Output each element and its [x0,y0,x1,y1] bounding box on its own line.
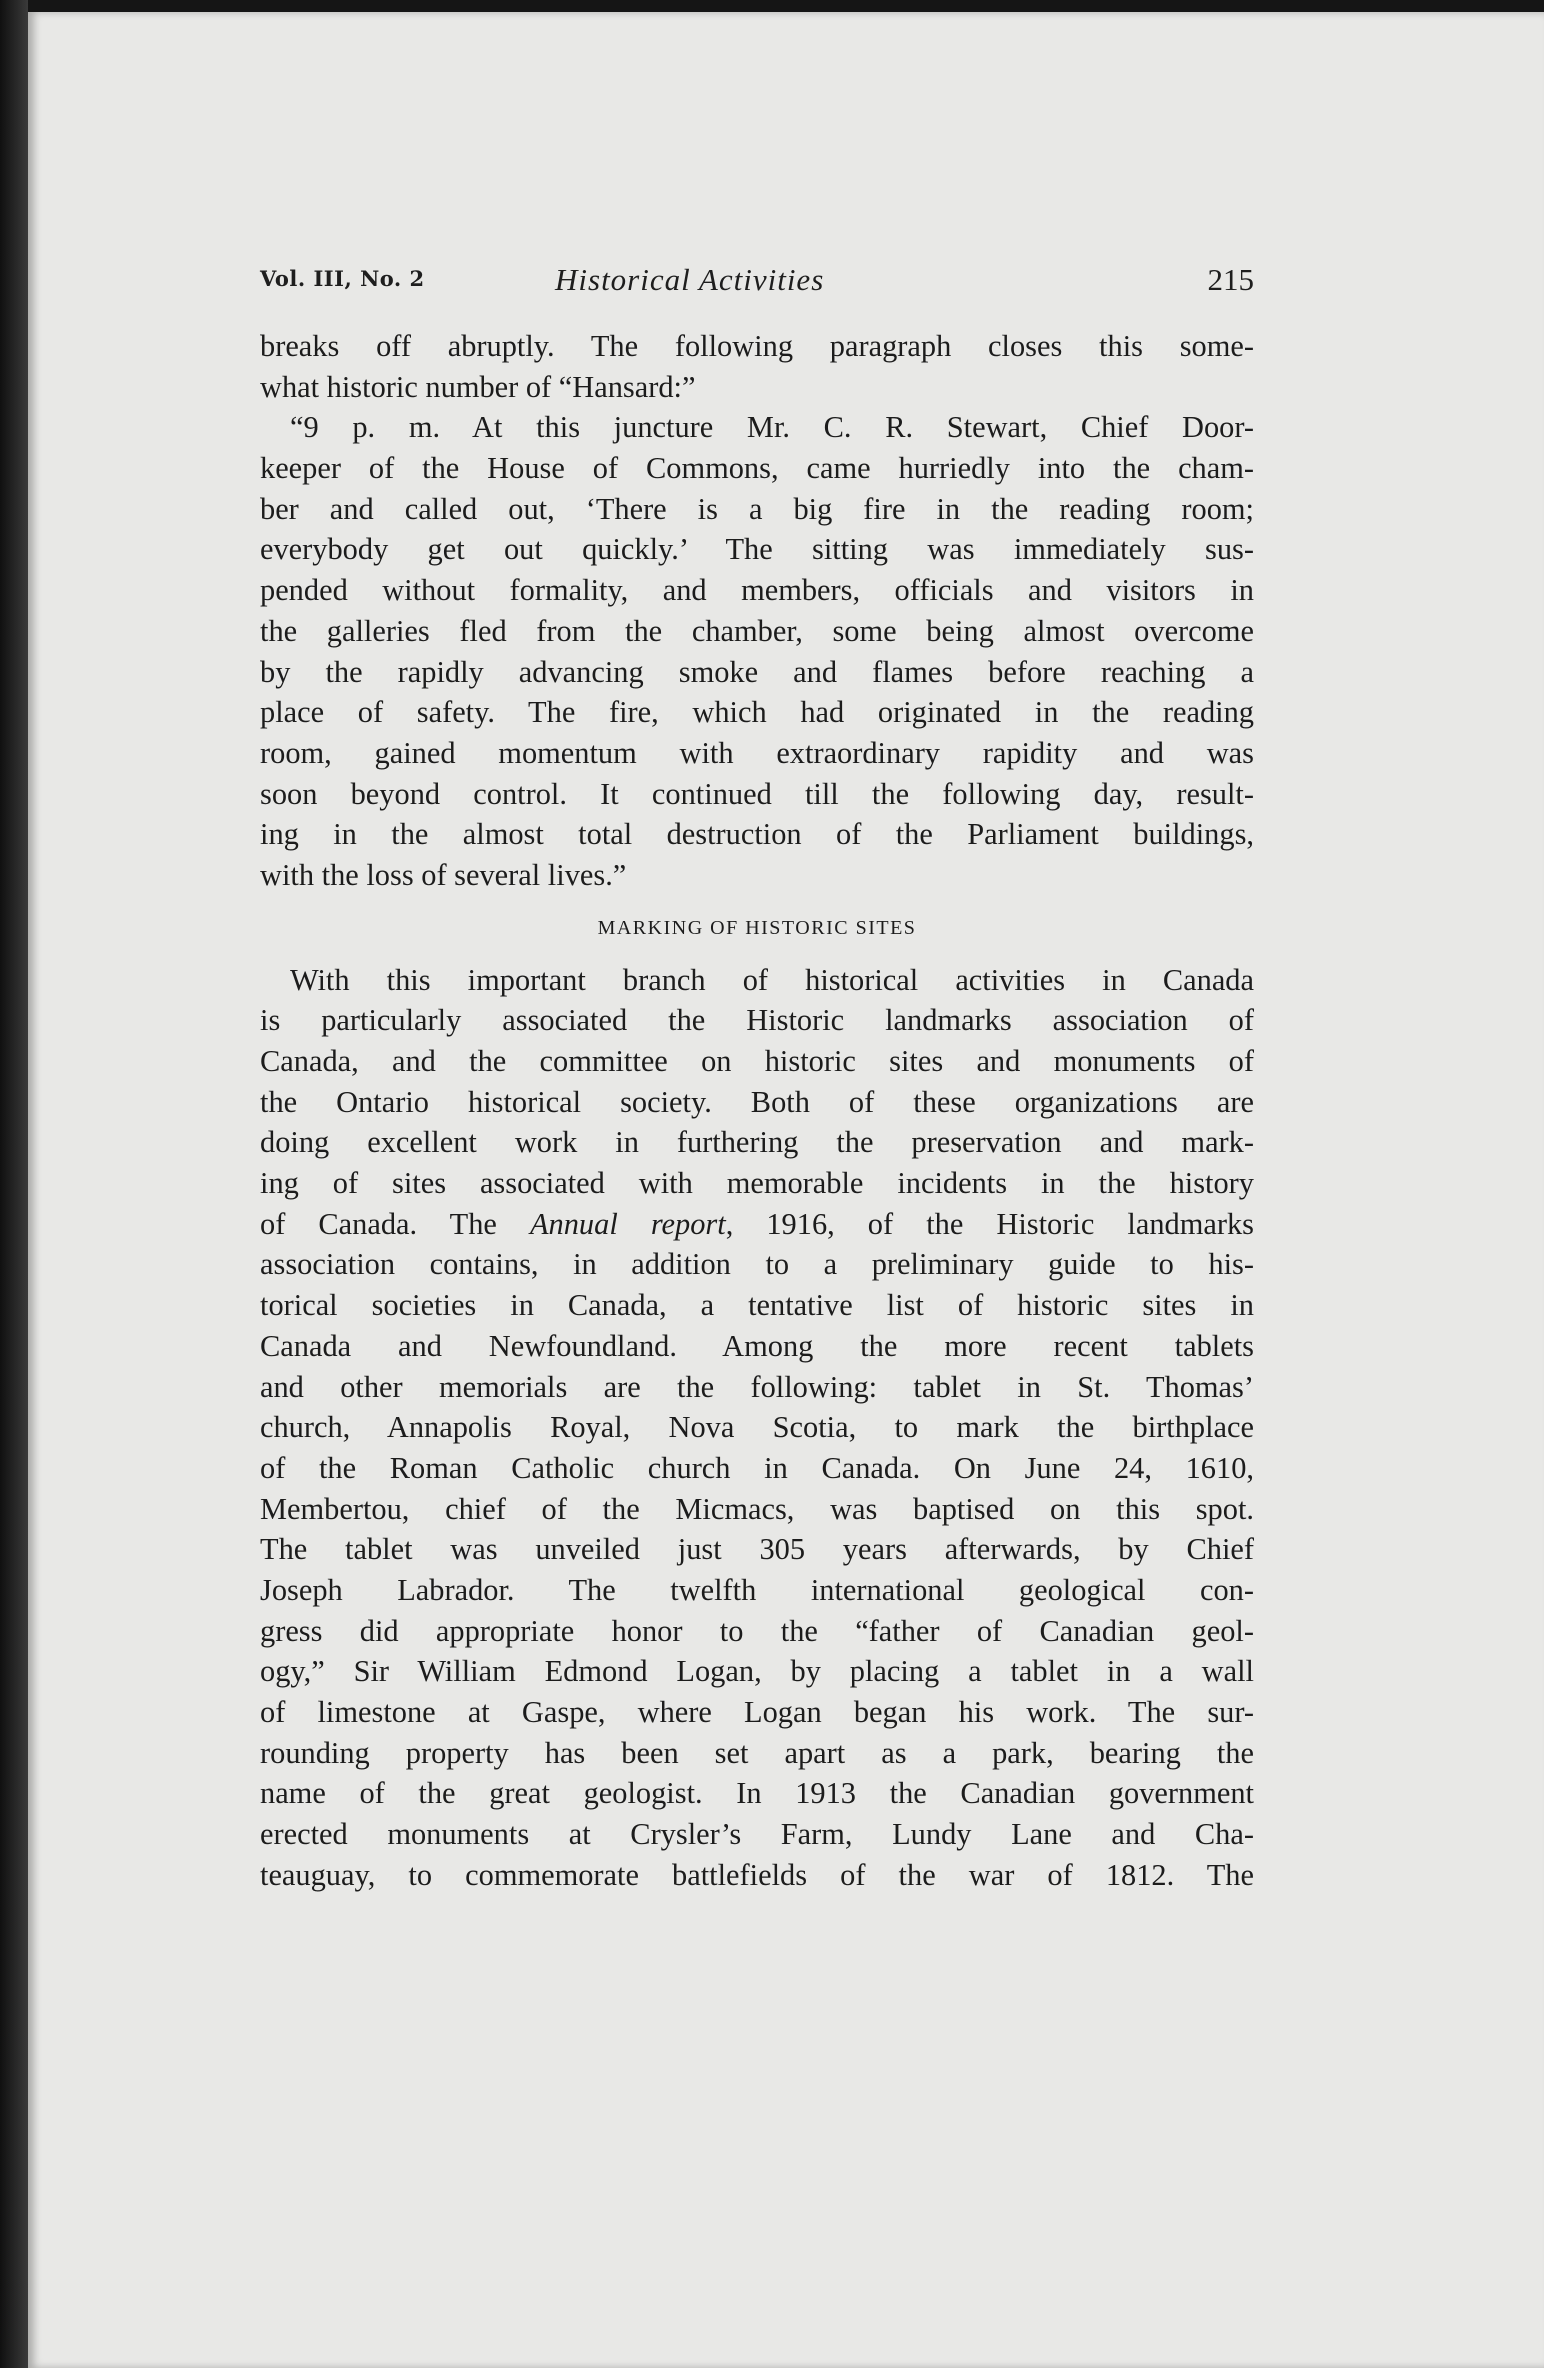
paragraph-continued [260,326,1254,407]
text-line: pended without formality, and members, officials and visitors in [260,573,1254,608]
paragraph-historic-sites [260,960,1254,1896]
text-line [260,1204,1254,1245]
publication-title: Annual report [529,1206,726,1241]
text-line: gress did appropriate honor to the “father of Canadian geol- [260,1613,1254,1648]
body-text [260,326,1254,1895]
text-line: erected monuments at Crysler’s Farm, Lundy Lane and Cha- [260,1817,1254,1852]
text-line: ing in the almost total destruction of the Parliament buildings, [260,817,1254,852]
text-line: of the Roman Catholic church in Canada. On June 24, 1610, [260,1450,1254,1485]
text-line: soon beyond control. It continued till the following day, result- [260,776,1254,811]
text-line: breaks off abruptly. The following paragraph closes this some- [260,329,1254,363]
text-line: doing excellent work in furthering the preservation and mark- [260,1125,1254,1160]
text-line: Joseph Labrador. The twelfth international geological con- [260,1572,1254,1607]
text-line: and other memorials are the following: tablet in St. Thomas’ [260,1369,1254,1404]
text-line: church, Annapolis Royal, Nova Scotia, to mark the birthplace [260,1410,1254,1445]
text-line: the galleries fled from the chamber, some being almost overcome [260,613,1254,648]
text-line: what historic number of “Hansard:” [260,369,696,404]
text-line: is particularly associated the Historic landmarks association of [260,1003,1254,1038]
volume-label: Vol. III, No. 2 [260,266,425,291]
text-line: Canada, and the committee on historic sites and monuments of [260,1044,1254,1078]
text-line: ing of sites associated with memorable incidents in the history [260,1166,1254,1201]
running-head [260,262,1254,302]
section-heading: MARKING OF HISTORIC SITES [597,916,917,939]
text-line: ogy,” Sir William Edmond Logan, by placing a tablet in a wall [260,1654,1254,1689]
scan-top-edge [0,0,1544,12]
paragraph-quote [260,407,1254,895]
text-line: “9 p. m. At this juncture Mr. C. R. Stewart, Chief Door- [290,410,1254,445]
text-line: With this important branch of historical activities in Canada [290,962,1254,997]
running-title: Historical Activities [555,262,825,297]
text-line: Membertou, chief of the Micmacs, was baptised on this spot. [260,1491,1254,1526]
page-number: 215 [1207,262,1254,297]
text-fragment: , 1916, of the Historic landmarks [725,1206,1254,1241]
text-line: rounding property has been set apart as a park, bearing the [260,1735,1254,1770]
text-line: room, gained momentum with extraordinary rapidity and was [260,735,1254,770]
text-line: place of safety. The fire, which had originated in the reading [260,695,1254,730]
text-line: keeper of the House of Commons, came hurriedly into the cham- [260,451,1254,486]
text-line: teauguay, to commemorate battlefields of the war of 1812. The [260,1857,1254,1892]
text-line: by the rapidly advancing smoke and flames before reaching a [260,654,1254,689]
text-line: torical societies in Canada, a tentative list of historic sites in [260,1288,1254,1323]
text-line: of limestone at Gaspe, where Logan began his work. The sur- [260,1695,1254,1729]
text-line: name of the great geologist. In 1913 the Canadian government [260,1776,1254,1811]
text-line: with the loss of several lives.” [260,857,627,892]
text-line: association contains, in addition to a preliminary guide to his- [260,1247,1254,1282]
text-line: Canada and Newfoundland. Among the more recent tablets [260,1328,1254,1363]
text-line: ber and called out, ‘There is a big fire in the reading room; [260,491,1254,526]
text-line: the Ontario historical society. Both of these organizations are [260,1084,1254,1119]
text-fragment: of Canada. The [260,1206,530,1241]
text-line: everybody get out quickly.’ The sitting was immediately sus- [260,532,1254,567]
text-line: The tablet was unveiled just 305 years afterwards, by Chief [260,1532,1254,1567]
scan-left-edge [0,0,28,2368]
